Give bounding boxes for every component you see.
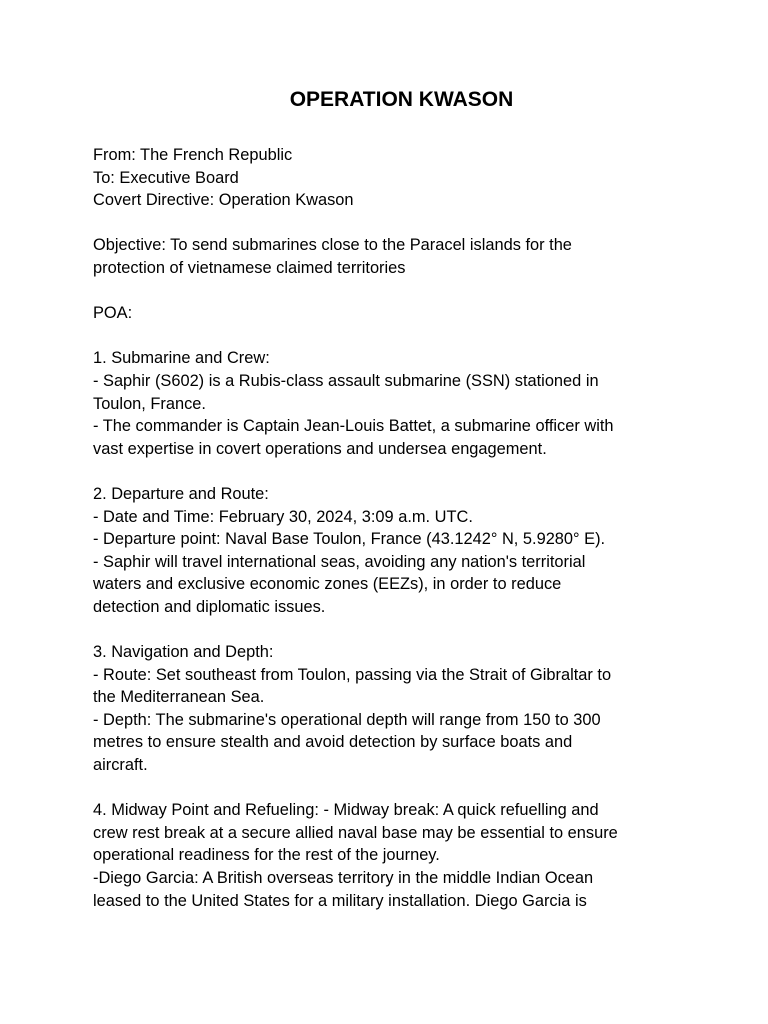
to-line: To: Executive Board	[93, 168, 239, 187]
text-line: Objective: To send submarines close to the Paracel islands for the	[93, 236, 572, 255]
text-line: crew rest break at a secure allied naval base may be essential to ensure	[93, 823, 618, 842]
text-line: - Departure point: Naval Base Toulon, France (43.1242° N, 5.9280° E).	[93, 530, 606, 549]
text-line: metres to ensure stealth and avoid detection by surface boats and	[93, 733, 573, 752]
text-line: leased to the United States for a military installation. Diego Garcia is	[93, 891, 587, 910]
objective-paragraph	[93, 234, 680, 279]
section-heading: 4. Midway Point and Refueling: - Midway break: A quick refuelling and	[93, 801, 599, 820]
section-heading: 3. Navigation and Depth:	[93, 643, 274, 662]
text-line: waters and exclusive economic zones (EEZs), in order to reduce	[93, 575, 562, 594]
text-line: - The commander is Captain Jean-Louis Battet, a submarine officer with	[93, 417, 614, 436]
memo-header	[93, 144, 680, 212]
poa-heading	[93, 302, 680, 325]
text-line: detection and diplomatic issues.	[93, 597, 326, 616]
section-heading: 2. Departure and Route:	[93, 484, 269, 503]
text-line: operational readiness for the rest of the journey.	[93, 846, 440, 865]
text-line: Toulon, France.	[93, 394, 206, 413]
text-line: the Mediterranean Sea.	[93, 688, 265, 707]
text-line: - Saphir (S602) is a Rubis-class assault submarine (SSN) stationed in	[93, 371, 599, 390]
text-line: - Saphir will travel international seas, avoiding any nation's territorial	[93, 552, 586, 571]
section-navigation-depth	[93, 641, 680, 777]
section-heading: 1. Submarine and Crew:	[93, 349, 270, 368]
section-midway-refueling	[93, 799, 680, 912]
text-line: aircraft.	[93, 756, 148, 775]
text-line: - Date and Time: February 30, 2024, 3:09 a.m. UTC.	[93, 507, 473, 526]
text-line: protection of vietnamese claimed territories	[93, 258, 406, 277]
directive-line: Covert Directive: Operation Kwason	[93, 191, 354, 210]
text-line: -Diego Garcia: A British overseas territory in the middle Indian Ocean	[93, 869, 594, 887]
poa-label: POA:	[93, 304, 133, 323]
text-line: - Route: Set southeast from Toulon, passing via the Strait of Gibraltar to	[93, 665, 612, 684]
document-title: OPERATION KWASON	[289, 88, 514, 111]
text-line: vast expertise in covert operations and undersea engagement.	[93, 439, 547, 458]
section-departure-route	[93, 483, 680, 619]
from-line: From: The French Republic	[93, 146, 293, 164]
section-submarine-crew	[93, 347, 680, 460]
text-line: - Depth: The submarine's operational depth will range from 150 to 300	[93, 710, 601, 729]
